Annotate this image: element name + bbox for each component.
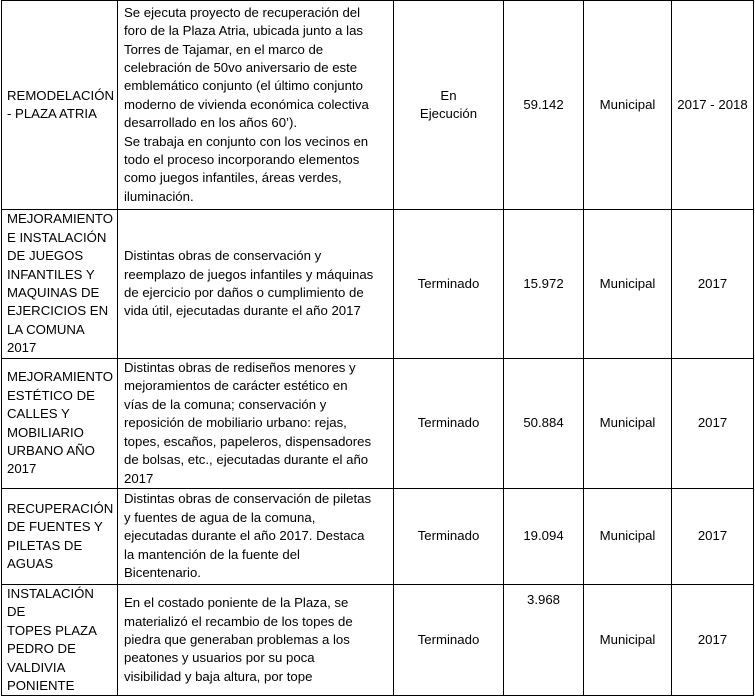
project-year-cell	[672, 359, 754, 489]
project-description-cell	[118, 210, 394, 359]
project-status-cell	[394, 585, 504, 696]
project-description-cell	[118, 489, 394, 585]
project-name-cell	[2, 1, 118, 210]
project-funding-cell	[584, 489, 672, 585]
project-name: REMODELACIÓN - PLAZA ATRIA	[7, 87, 114, 121]
project-status-cell	[394, 489, 504, 585]
table-row	[2, 489, 754, 585]
table-row	[2, 1, 754, 210]
project-amount-cell	[504, 489, 584, 585]
project-name-cell	[2, 585, 118, 696]
project-name: MEJORAMIENTO E INSTALACIÓN DE JUEGOS INFANTILES Y MAQUINAS DE EJERCICIOS EN LA COMUNA 2017	[7, 211, 113, 356]
project-description-cell	[118, 1, 394, 210]
project-funding-cell	[584, 1, 672, 210]
project-name: MEJORAMIENTO ESTÉTICO DE CALLES Y MOBILIARIO URBANO AÑO 2017	[7, 369, 113, 477]
project-status: En Ejecución	[419, 87, 478, 121]
project-name: INSTALACIÓN DE TOPES PLAZA PEDRO DE VALDIVIA PONIENTE	[7, 586, 97, 694]
project-name-cell	[2, 359, 118, 489]
project-status: Terminado	[417, 528, 480, 544]
project-funding: Municipal	[599, 632, 656, 648]
project-amount: 59.142	[523, 96, 564, 112]
table-row	[2, 210, 754, 359]
project-name-cell	[2, 210, 118, 359]
project-description-cell	[118, 359, 394, 489]
project-funding: Municipal	[599, 96, 656, 112]
project-name: RECUPERACIÓN DE FUENTES Y PILETAS DE AGUAS	[7, 500, 114, 571]
project-description-cell	[118, 585, 394, 696]
project-year-cell	[672, 585, 754, 696]
project-year-cell	[672, 210, 754, 359]
project-amount-cell	[504, 585, 584, 696]
project-status: Terminado	[417, 415, 480, 431]
table-row	[2, 359, 754, 489]
project-description: Distintas obras de conservación y reemplazo de juegos infantiles y máquinas de ejercicio por daños o cumplimiento de vida útil, ejecutadas durante el año 2017	[124, 248, 374, 319]
project-description: Se ejecuta proyecto de recuperación del foro de la Plaza Atria, ubicada junto a las Torres de Tajamar, en el marco de celebración de 50vo aniversario de este emblemático conjunto (el último conjunto moderno de vivienda económica colectiva desarrollado en los años 60’). Se trabaja en conjunto con los vecinos en todo el proceso incorporando elementos como juegos infantiles, áreas verdes, iluminación.	[124, 4, 369, 204]
projects-table	[1, 0, 754, 696]
project-funding-cell	[584, 585, 672, 696]
project-status-cell	[394, 359, 504, 489]
project-amount-cell	[504, 359, 584, 489]
project-year: 2017 - 2018	[677, 96, 748, 112]
project-year: 2017	[697, 632, 728, 648]
project-year: 2017	[697, 528, 728, 544]
project-year: 2017	[697, 415, 728, 431]
project-description: En el costado poniente de la Plaza, se materializó el recambio de los topes de piedra que generaban problemas a los peatones y usuarios por su poca visibilidad y baja altura, por tope	[124, 595, 353, 684]
project-status: Terminado	[417, 275, 480, 291]
project-year: 2017	[697, 275, 728, 291]
project-description: Distintas obras de conservación de piletas y fuentes de agua de la comuna, ejecutadas durante el año 2017. Destaca la mantención de la fuente del Bicentenario.	[124, 491, 372, 581]
project-status-cell	[394, 210, 504, 359]
project-funding: Municipal	[599, 415, 656, 431]
project-funding-cell	[584, 210, 672, 359]
project-amount: 3.968	[526, 592, 560, 607]
project-funding: Municipal	[599, 528, 656, 544]
project-amount-cell	[504, 210, 584, 359]
project-status-cell	[394, 1, 504, 210]
project-amount: 50.884	[523, 415, 564, 431]
project-amount: 19.094	[523, 528, 564, 544]
project-year-cell	[672, 1, 754, 210]
project-amount: 15.972	[523, 275, 564, 291]
table-row	[2, 585, 754, 696]
project-year-cell	[672, 489, 754, 585]
project-funding: Municipal	[599, 275, 656, 291]
project-description: Distintas obras de rediseños menores y mejoramientos de carácter estético en vías de la comuna; conservación y reposición de mobiliario urbano: rejas, topes, escaños, papeleros, dispensadores de bolsas, etc., ejecutadas durante el año 2017	[124, 360, 372, 486]
project-amount-cell	[504, 1, 584, 210]
project-name-cell	[2, 489, 118, 585]
project-funding-cell	[584, 359, 672, 489]
project-status: Terminado	[417, 632, 480, 648]
